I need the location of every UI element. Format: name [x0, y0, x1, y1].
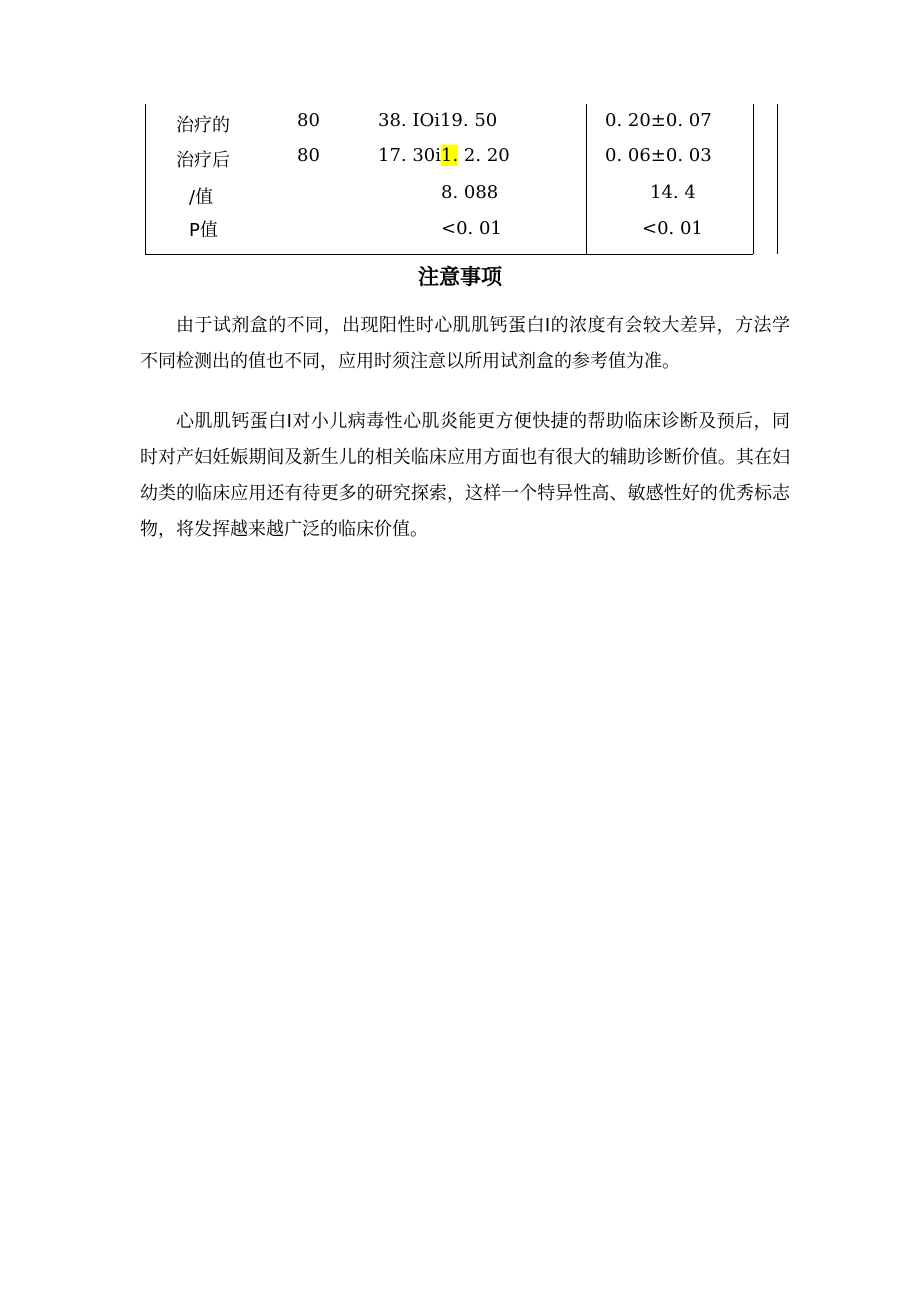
paragraph-2: 心肌肌钙蛋白I对小儿病毒性心肌炎能更方便快捷的帮助临床诊断及预后，同时对产妇妊娠期间及新生儿的相关临床应用方面也有很大的辅助诊断价值。其在妇幼类的临床应用还有待更多的研究探索，这样一个特异性高、敏感性好的优秀标志物，将发挥越来越广泛的临床价值。: [140, 411, 790, 540]
row2-value1: [378, 145, 510, 167]
results-table: [145, 104, 757, 254]
row1-value1: 38. IOi19. 50: [378, 110, 498, 131]
highlighted-text: 1.: [441, 145, 459, 166]
section-heading: 注意事项: [418, 265, 502, 289]
row4-value2: <0. 01: [642, 218, 703, 239]
table-outer-right-border: [777, 104, 778, 254]
row3-value2: 14. 4: [650, 182, 696, 203]
row3-label: /值: [189, 187, 214, 208]
row2-value2: 0. 06±0. 03: [605, 145, 712, 166]
table-left-border: [145, 104, 146, 254]
row2-value1-post: 2. 20: [458, 145, 510, 166]
paragraph-1: 由于试剂盒的不同，出现阳性时心肌肌钙蛋白I的浓度有会较大差异，方法学不同检测出的值也不同，应用时须注意以所用试剂盒的参考值为准。: [140, 315, 790, 372]
row3-value1: 8. 088: [441, 182, 499, 203]
table-column-divider: [586, 104, 587, 254]
row2-value1-pre: 17. 30i: [378, 145, 442, 166]
table-bottom-border: [145, 254, 753, 255]
table-right-border: [753, 104, 754, 254]
row1-n: 80: [297, 110, 320, 131]
row1-value2: 0. 20±0. 07: [605, 110, 712, 131]
row2-n: 80: [297, 145, 320, 166]
row4-value1: <0. 01: [441, 218, 502, 239]
row1-label: 治疗的: [176, 115, 230, 136]
row2-label: 治疗后: [176, 150, 230, 171]
row4-label: P值: [189, 220, 218, 241]
